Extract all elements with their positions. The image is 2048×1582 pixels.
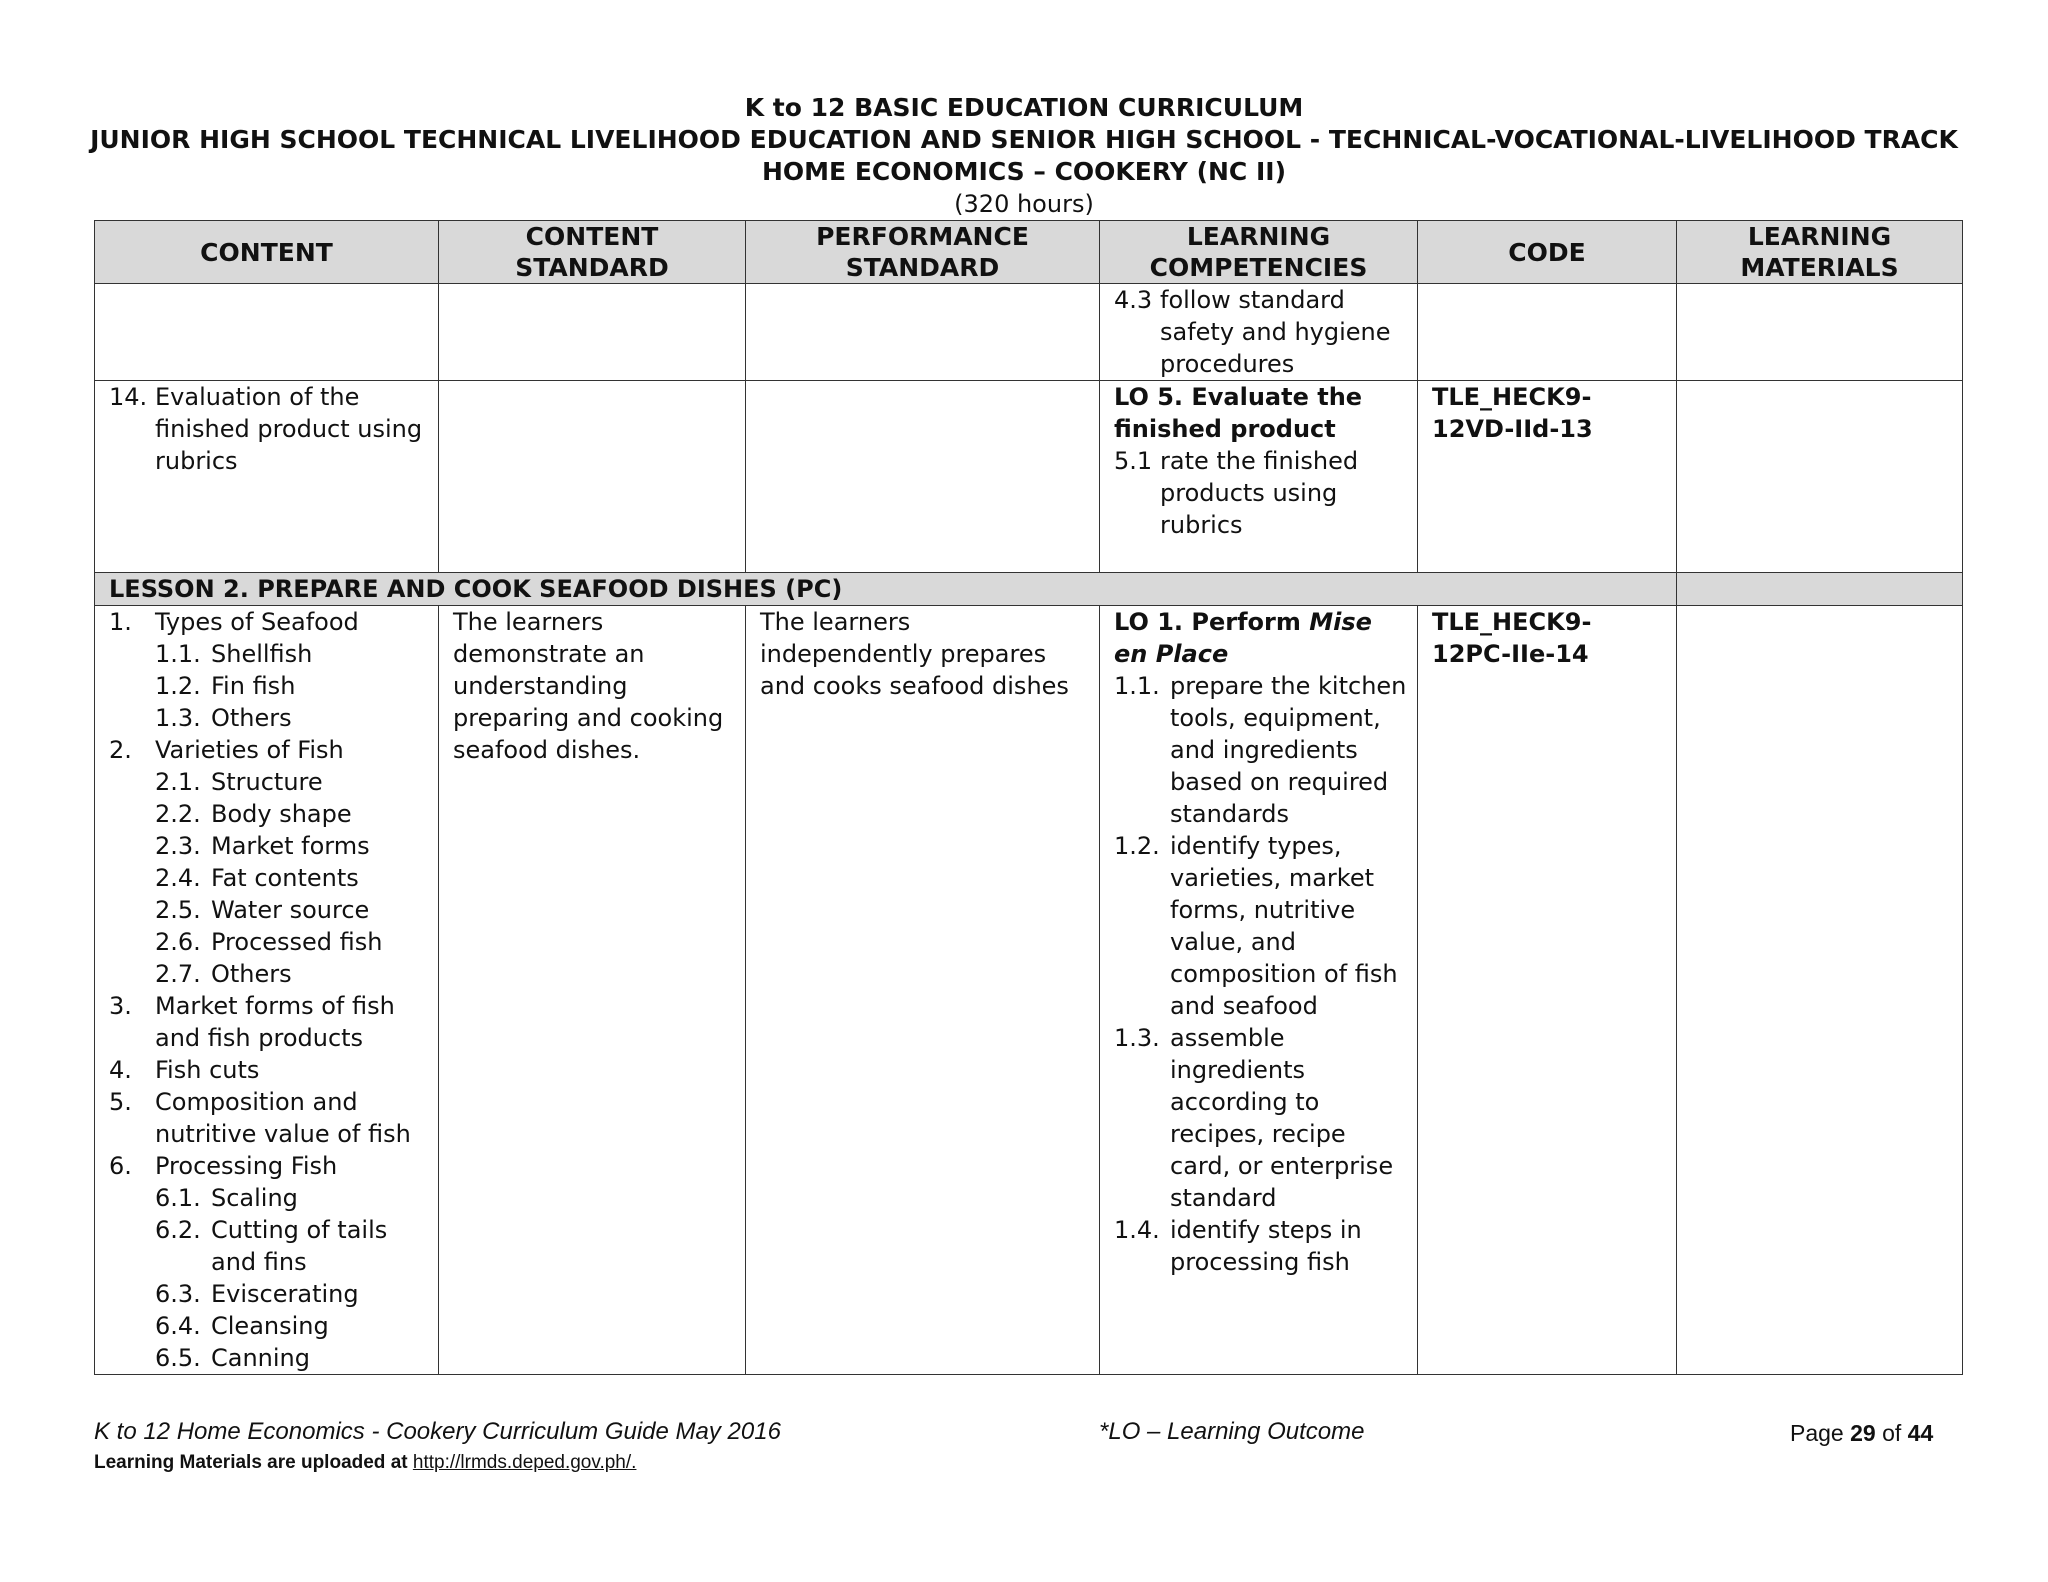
col-header-content: CONTENT xyxy=(95,221,439,284)
content-text: Fin fish xyxy=(211,672,296,700)
doc-course-title: HOME ECONOMICS – COOKERY (NC II) xyxy=(761,157,1286,186)
content-text: Body shape xyxy=(211,800,352,828)
content-text: Water source xyxy=(211,896,370,924)
lesson-materials-cell xyxy=(1677,573,1963,606)
content-item xyxy=(109,1214,428,1278)
table-header-row xyxy=(95,221,1963,284)
content-number: 2.3. xyxy=(155,832,201,860)
content-number: 2.7. xyxy=(155,960,201,988)
content-text: Market forms of fish and fish products xyxy=(155,992,395,1052)
content-number: 1. xyxy=(109,608,132,636)
content-item xyxy=(109,766,428,798)
content-item xyxy=(109,638,428,670)
content-number: 2.5. xyxy=(155,896,201,924)
table-row xyxy=(95,284,1963,381)
content-item xyxy=(109,670,428,702)
content-text: Eviscerating xyxy=(211,1280,359,1308)
content-standard-cell: The learners demonstrate an understanding preparing and cooking seafood dishes. xyxy=(439,606,746,1375)
content-list xyxy=(109,606,428,1374)
competency-item xyxy=(1114,445,1407,541)
col-header-learning-competencies: LEARNING COMPETENCIES xyxy=(1100,221,1418,284)
page-number xyxy=(1790,1420,1933,1447)
content-item xyxy=(109,958,428,990)
performance-standard-cell xyxy=(746,381,1100,573)
competency-number: 1.4. xyxy=(1114,1216,1160,1244)
curriculum-table xyxy=(94,220,1963,1375)
competency-list xyxy=(1114,670,1407,1278)
page-of: of xyxy=(1875,1420,1908,1446)
lesson-title: LESSON 2. PREPARE AND COOK SEAFOOD DISHES (PC) xyxy=(95,573,1677,606)
table-row xyxy=(95,606,1963,1375)
content-item xyxy=(109,1182,428,1214)
learning-outcome-title: LO 5. Evaluate the finished product xyxy=(1114,383,1363,443)
content-text: Cutting of tails and fins xyxy=(211,1216,388,1276)
content-text: Scaling xyxy=(211,1184,298,1212)
content-text: Shellfish xyxy=(211,640,313,668)
content-item xyxy=(109,990,428,1054)
content-number: 6.4. xyxy=(155,1312,201,1340)
competency-number: 1.2. xyxy=(1114,832,1160,860)
page-prefix: Page xyxy=(1790,1420,1851,1446)
competency-item xyxy=(1114,830,1407,1022)
content-cell xyxy=(95,381,439,573)
learning-outcome-title xyxy=(1114,606,1407,670)
lrmds-link[interactable]: http://lrmds.deped.gov.ph/. xyxy=(412,1452,637,1473)
competency-number: 5.1 xyxy=(1114,447,1153,475)
content-text: Structure xyxy=(211,768,323,796)
content-number: 2.1. xyxy=(155,768,201,796)
content-number: 6.1. xyxy=(155,1184,201,1212)
content-item xyxy=(109,926,428,958)
content-item xyxy=(109,606,428,638)
content-cell xyxy=(95,606,439,1375)
content-number: 14. xyxy=(109,383,148,411)
content-text: Market forms xyxy=(211,832,370,860)
page-total: 44 xyxy=(1907,1420,1934,1446)
content-number: 1.1. xyxy=(155,640,201,668)
content-text: Canning xyxy=(211,1344,310,1372)
page-current: 29 xyxy=(1850,1420,1876,1446)
content-standard-cell xyxy=(439,284,746,381)
lo-italic: Mise en Place xyxy=(1114,608,1372,668)
content-item xyxy=(109,1342,428,1374)
col-header-content-standard: CONTENT STANDARD xyxy=(439,221,746,284)
content-number: 4. xyxy=(109,1056,132,1084)
content-number: 6.5. xyxy=(155,1344,201,1372)
doc-subtitle: JUNIOR HIGH SCHOOL TECHNICAL LIVELIHOOD EDUCATION AND SENIOR HIGH SCHOOL - TECHNICAL-VOCATIONAL-LIVELIHOOD TRACK xyxy=(90,125,1958,154)
content-text: Fish cuts xyxy=(155,1056,260,1084)
competency-cell xyxy=(1100,381,1418,573)
footer-guide: K to 12 Home Economics - Cookery Curriculum Guide May 2016 xyxy=(94,1418,781,1445)
competency-text: assemble ingredients according to recipes, recipe card, or enterprise standard xyxy=(1170,1024,1394,1212)
content-number: 1.2. xyxy=(155,672,201,700)
content-text: Types of Seafood xyxy=(155,608,359,636)
content-item xyxy=(109,734,428,766)
content-text: Fat contents xyxy=(211,864,359,892)
competency-text: rate the finished products using rubrics xyxy=(1160,447,1359,539)
content-number: 6. xyxy=(109,1152,132,1180)
materials-cell xyxy=(1677,606,1963,1375)
competency-number: 4.3 xyxy=(1114,286,1153,314)
content-number: 2.2. xyxy=(155,800,201,828)
competency-text: follow standard safety and hygiene procedures xyxy=(1160,286,1391,378)
performance-standard-cell: The learners independently prepares and cooks seafood dishes xyxy=(746,606,1100,1375)
col-header-code: CODE xyxy=(1418,221,1677,284)
table-row xyxy=(95,381,1963,573)
content-text: Composition and nutritive value of fish xyxy=(155,1088,411,1148)
content-item xyxy=(109,702,428,734)
competency-item xyxy=(1114,670,1407,830)
content-item xyxy=(109,1310,428,1342)
content-item xyxy=(109,1086,428,1150)
content-text: Others xyxy=(211,960,292,988)
competency-text: identify steps in processing fish xyxy=(1170,1216,1362,1276)
competency-cell xyxy=(1100,284,1418,381)
competency-text: prepare the kitchen tools, equipment, and ingredients based on required standards xyxy=(1170,672,1407,828)
footer-uploaded xyxy=(94,1452,636,1474)
competency-number: 1.3. xyxy=(1114,1024,1160,1052)
content-number: 3. xyxy=(109,992,132,1020)
content-number: 5. xyxy=(109,1088,132,1116)
lo-prefix: LO 1. Perform xyxy=(1114,608,1310,636)
content-number: 2.6. xyxy=(155,928,201,956)
col-header-performance-standard: PERFORMANCE STANDARD xyxy=(746,221,1100,284)
competency-item xyxy=(1114,1214,1407,1278)
performance-standard-cell xyxy=(746,284,1100,381)
content-text: Varieties of Fish xyxy=(155,736,344,764)
content-item xyxy=(109,381,428,477)
content-text: Others xyxy=(211,704,292,732)
content-number: 1.3. xyxy=(155,704,201,732)
content-item xyxy=(109,1150,428,1182)
lesson-row xyxy=(95,573,1963,606)
doc-title: K to 12 BASIC EDUCATION CURRICULUM xyxy=(744,93,1304,122)
content-item xyxy=(109,798,428,830)
competency-item xyxy=(1114,284,1407,380)
content-standard-cell xyxy=(439,381,746,573)
content-text: Evaluation of the finished product using rubrics xyxy=(155,383,423,475)
content-number: 6.3. xyxy=(155,1280,201,1308)
col-header-learning-materials: LEARNING MATERIALS xyxy=(1677,221,1963,284)
content-item xyxy=(109,1054,428,1086)
competency-cell xyxy=(1100,606,1418,1375)
content-text: Processed fish xyxy=(211,928,383,956)
materials-cell xyxy=(1677,284,1963,381)
content-text: Cleansing xyxy=(211,1312,329,1340)
content-number: 2.4. xyxy=(155,864,201,892)
content-number: 6.2. xyxy=(155,1216,201,1244)
content-text: Processing Fish xyxy=(155,1152,338,1180)
doc-hours: (320 hours) xyxy=(954,190,1094,218)
content-item xyxy=(109,830,428,862)
footer-lo-note: *LO – Learning Outcome xyxy=(1099,1418,1365,1445)
code-cell: TLE_HECK9-12PC-IIe-14 xyxy=(1418,606,1677,1375)
content-cell xyxy=(95,284,439,381)
content-item xyxy=(109,862,428,894)
materials-cell xyxy=(1677,381,1963,573)
uploaded-label: Learning Materials are uploaded at xyxy=(94,1452,413,1473)
content-item xyxy=(109,894,428,926)
code-cell: TLE_HECK9-12VD-IId-13 xyxy=(1418,381,1677,573)
competency-item xyxy=(1114,1022,1407,1214)
content-item xyxy=(109,1278,428,1310)
competency-text: identify types, varieties, market forms, nutritive value, and composition of fish and seafood xyxy=(1170,832,1398,1020)
code-cell xyxy=(1418,284,1677,381)
content-number: 2. xyxy=(109,736,132,764)
competency-number: 1.1. xyxy=(1114,672,1160,700)
